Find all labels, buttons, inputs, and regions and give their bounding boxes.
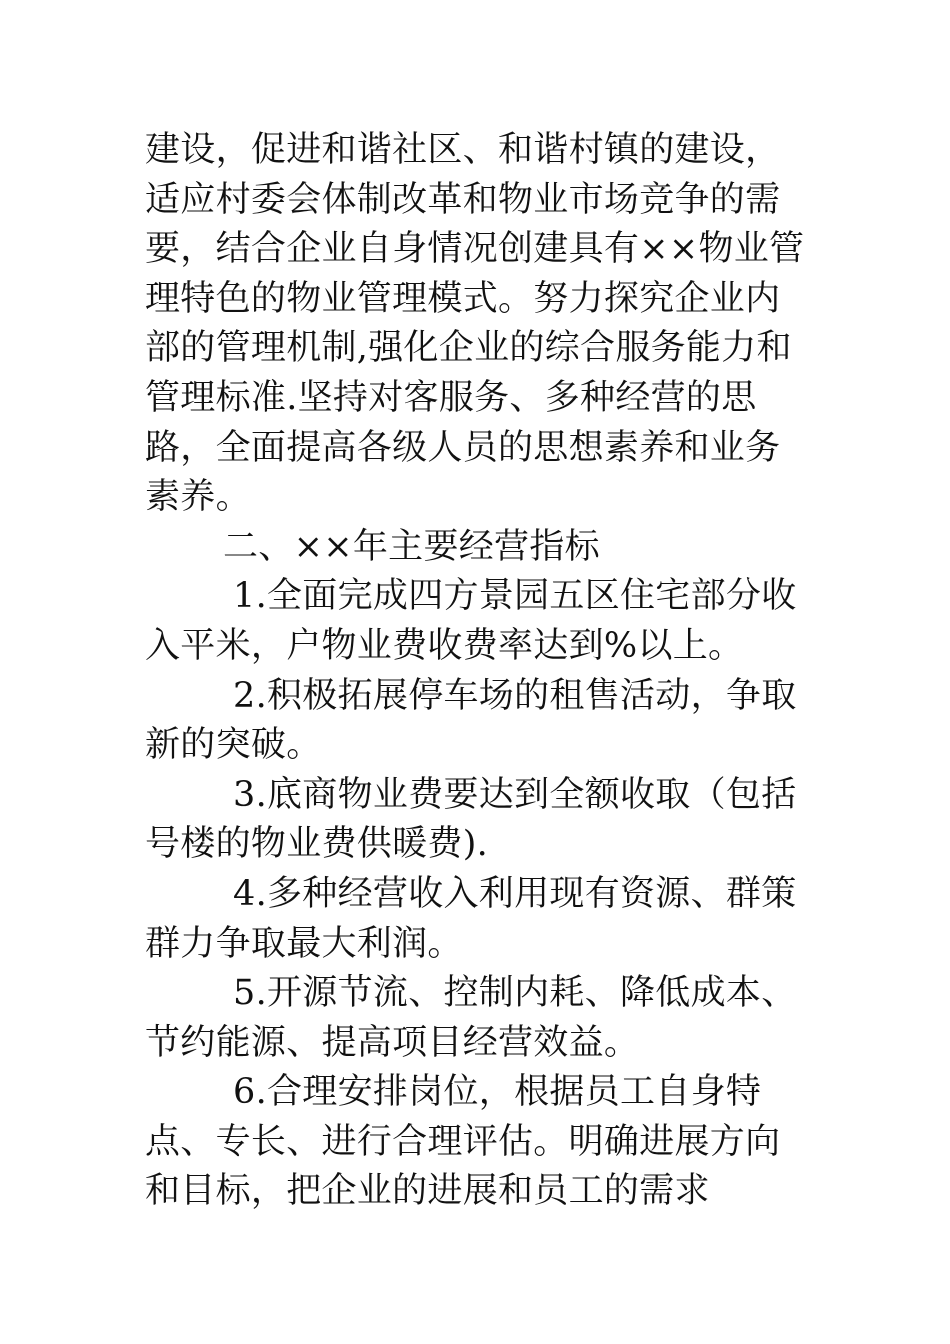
- list-item: 3.底商物业费要达到全额收取（包括号楼的物业费供暖费).: [145, 774, 797, 865]
- document-body: [145, 126, 815, 1217]
- list-item: 4.多种经营收入利用现有资源、群策群力争取最大利润。: [145, 873, 797, 964]
- intro-paragraph: 建设，促进和谐社区、和谐村镇的建设，适应村委会体制改革和物业市场竞争的需要，结合企业自身情况创建具有××物业管理特色的物业管理模式。努力探究企业内部的管理机制,强化企业的综合服务能力和管理标准.坚持对客服务、多种经营的思路，全面提高各级人员的思想素养和业务素养。: [145, 130, 805, 518]
- list-item: 6.合理安排岗位，根据员工自身特点、专长、进行合理评估。明确进展方向和目标，把企业的进展和员工的需求: [145, 1072, 781, 1212]
- list-item: 2.积极拓展停车场的租售活动，争取新的突破。: [145, 675, 797, 766]
- section-heading: 二、××年主要经营指标: [223, 526, 600, 567]
- list-item: 5.开源节流、控制内耗、降低成本、节约能源、提高项目经营效益。: [145, 973, 797, 1063]
- list-item: 1.全面完成四方景园五区住宅部分收入平米，户物业费收费率达到%以上。: [145, 576, 797, 666]
